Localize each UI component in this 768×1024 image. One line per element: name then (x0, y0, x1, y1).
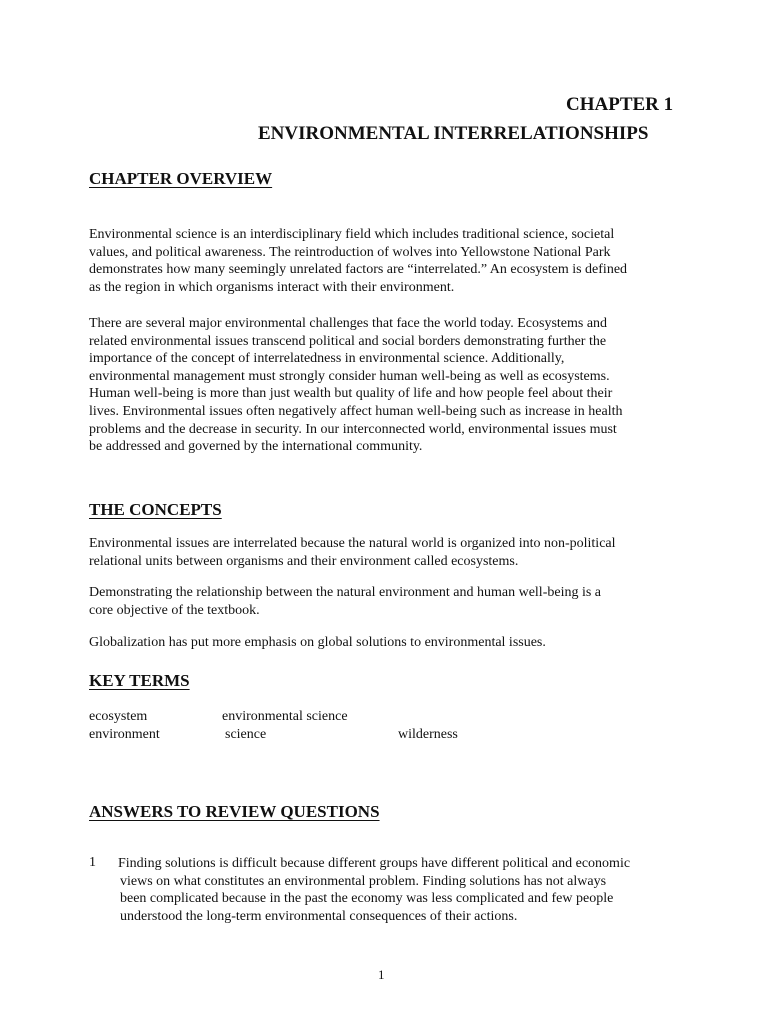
paragraph-line: relational units between organisms and their environment called ecosystems. (89, 553, 519, 569)
paragraph-line: demonstrates how many seemingly unrelated factors are “interrelated.” An ecosystem is defined (89, 262, 628, 278)
key-term: wilderness (398, 727, 458, 742)
key-term: environmental science (222, 709, 348, 724)
answer-line: Finding solutions is difficult because different groups have different political and economic (118, 856, 631, 871)
page-number: 1 (378, 967, 385, 982)
paragraph-line: related environmental issues transcend political and social borders demonstrating further the (89, 333, 607, 349)
paragraph-line: There are several major environmental challenges that face the world today. Ecosystems and (89, 316, 608, 331)
concepts-paragraph-3 (89, 634, 689, 652)
concepts-paragraph-1 (89, 535, 689, 570)
paragraph-line: core objective of the textbook. (89, 602, 260, 618)
paragraph-line: Globalization has put more emphasis on global solutions to environmental issues. (89, 635, 546, 650)
question-number: 1 (89, 855, 96, 870)
paragraph-line: as the region in which organisms interact with their environment. (89, 279, 455, 295)
overview-heading: CHAPTER OVERVIEW (89, 169, 273, 188)
chapter-number: CHAPTER 1 (566, 94, 674, 115)
answers-heading: ANSWERS TO REVIEW QUESTIONS (89, 802, 380, 821)
paragraph-line: Environmental issues are interrelated because the natural world is organized into non-political (89, 536, 616, 551)
concepts-heading: THE CONCEPTS (89, 500, 222, 519)
paragraph-line: be addressed and governed by the international community. (89, 439, 423, 455)
key-term: science (225, 727, 267, 742)
answer-line: understood the long-term environmental consequences of their actions. (120, 908, 518, 924)
paragraph-line: values, and political awareness. The reintroduction of wolves into Yellowstone National Park (89, 244, 611, 260)
key-term: environment (89, 727, 160, 742)
paragraph-line: importance of the concept of interrelatedness in environmental science. Additionally, (89, 351, 565, 367)
paragraph-line: environmental management must strongly consider human well-being as well as ecosystems. (89, 368, 610, 384)
answer-line: views on what constitutes an environmental problem. Finding solutions has not always (120, 873, 607, 889)
paragraph-line: problems and the decrease in security. In our interconnected world, environmental issues must (89, 421, 617, 437)
answer-line: been complicated because in the past the economy was less complicated and few people (120, 891, 614, 907)
answer-item (118, 855, 708, 925)
key-term: ecosystem (89, 709, 148, 724)
paragraph-line: Environmental science is an interdisciplinary field which includes traditional science, societal (89, 227, 615, 242)
chapter-title: ENVIRONMENTAL INTERRELATIONSHIPS (258, 123, 649, 144)
paragraph-line: Human well-being is more than just wealth but quality of life and how people feel about their (89, 386, 613, 402)
overview-paragraph-1 (89, 226, 689, 296)
concepts-paragraph-2 (89, 584, 689, 619)
paragraph-line: lives. Environmental issues often negatively affect human well-being such as increase in health (89, 403, 623, 419)
overview-paragraph-2 (89, 315, 689, 456)
key-terms-heading: KEY TERMS (89, 671, 190, 690)
paragraph-line: Demonstrating the relationship between the natural environment and human well-being is a (89, 585, 602, 600)
